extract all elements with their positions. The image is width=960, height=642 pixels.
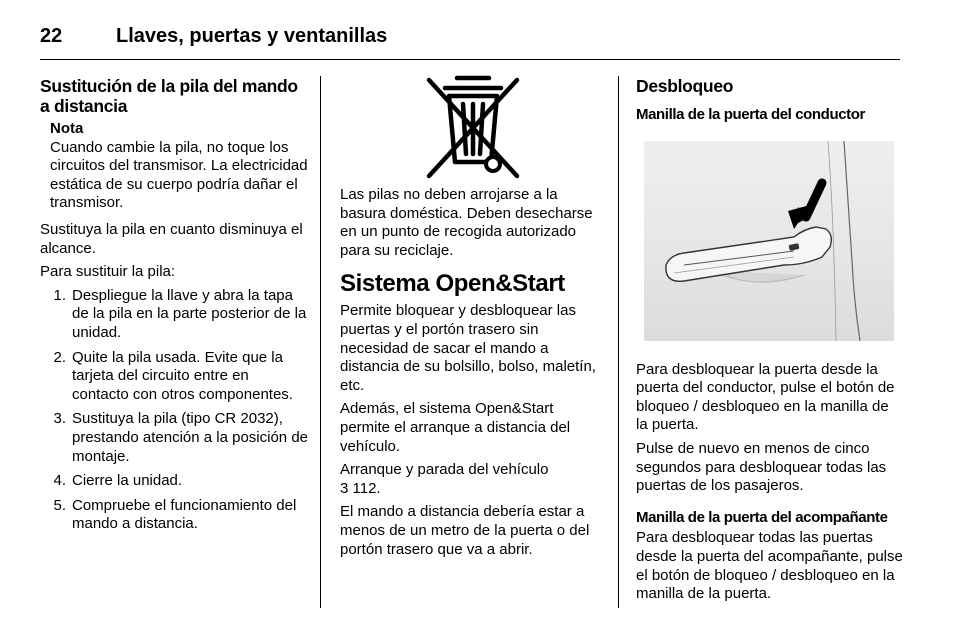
column-3 bbox=[636, 76, 904, 609]
step-text: Cierre la unidad. bbox=[72, 472, 183, 490]
step-number: 2. bbox=[53, 348, 66, 366]
recycling-symbol bbox=[340, 72, 605, 182]
paragraph: Sustituya la pila en cuanto disminuya el alcance. bbox=[40, 220, 303, 257]
paragraph: Las pilas no deben arrojarse a la basura doméstica. Deben desecharse en un punto de recogida autorizado para su reciclaje. bbox=[340, 186, 593, 259]
paragraph bbox=[340, 461, 605, 498]
step-number: 4. bbox=[53, 472, 66, 490]
note-text: Cuando cambie la pila, no toque los circuitos del transmisor. La electricidad estática de su cuerpo podría dañar el transmisor. bbox=[50, 138, 308, 212]
column-2 bbox=[340, 76, 605, 564]
section-heading-unlock: Desbloqueo bbox=[636, 76, 734, 96]
door-handle-illustration bbox=[644, 141, 894, 341]
header-rule bbox=[40, 59, 900, 60]
step-text: Sustituya la pila (tipo CR 2032), prestando atención a la posición de montaje. bbox=[72, 410, 309, 465]
list-item bbox=[40, 497, 308, 534]
step-number: 3. bbox=[53, 410, 66, 428]
list-item bbox=[40, 349, 308, 405]
paragraph: Permite bloquear y desbloquear las puertas y el portón trasero sin necesidad de sacar el mando a distancia de su bolsillo, bolso, maletín, etc. bbox=[340, 302, 596, 394]
step-text: Quite la pila usada. Evite que la tarjeta del circuito entre en contacto con otros componentes. bbox=[72, 348, 293, 403]
section-heading-battery: Sustitución de la pila del mando a distancia bbox=[40, 76, 298, 116]
crossed-out-wheelie-bin-icon bbox=[413, 72, 533, 182]
paragraph: Para sustituir la pila: bbox=[40, 263, 176, 281]
page-header bbox=[40, 18, 900, 54]
column-divider-2 bbox=[618, 76, 619, 608]
step-number: 1. bbox=[53, 286, 66, 304]
page-number: 22 bbox=[40, 24, 63, 47]
paragraph: Además, el sistema Open&Start permite el arranque a distancia del vehículo. bbox=[340, 400, 571, 455]
subheading-driver-door: Manilla de la puerta del conductor bbox=[636, 106, 865, 123]
step-number: 5. bbox=[53, 496, 66, 514]
note-box bbox=[40, 120, 308, 213]
paragraph: Pulse de nuevo en menos de cinco segundos para desbloquear todas las puertas de los pasajeros. bbox=[636, 439, 887, 495]
steps-list bbox=[40, 287, 308, 534]
column-1 bbox=[40, 76, 308, 540]
list-item bbox=[40, 287, 308, 343]
page-title: Llaves, puertas y ventanillas bbox=[116, 24, 388, 47]
step-text: Compruebe el funcionamiento del mando a distancia. bbox=[72, 496, 297, 533]
door-handle-image bbox=[644, 141, 894, 341]
column-divider-1 bbox=[320, 76, 321, 608]
subheading-passenger-door: Manilla de la puerta del acompañante bbox=[636, 508, 888, 526]
step-text: Despliegue la llave y abra la tapa de la pila en la parte posterior de la unidad. bbox=[72, 286, 307, 341]
section-heading-openstart: Sistema Open&Start bbox=[340, 270, 565, 298]
paragraph: Para desbloquear todas las puertas desde la puerta del acompañante, pulse el botón de bloqueo / desbloqueo en la manilla de la puerta. bbox=[636, 529, 903, 603]
paragraph: El mando a distancia debería estar a menos de un metro de la puerta o del portón trasero que va a abrir. bbox=[340, 503, 590, 558]
paragraph: Para desbloquear la puerta desde la puerta del conductor, pulse el botón de bloqueo / desbloqueo en la manilla de la puerta. bbox=[636, 360, 895, 434]
list-item bbox=[40, 472, 308, 491]
list-item bbox=[40, 410, 308, 466]
page-reference: 3 112. bbox=[340, 479, 381, 497]
cross-reference-label: Arranque y parada del vehículo bbox=[340, 461, 549, 479]
note-title: Nota bbox=[50, 120, 84, 137]
